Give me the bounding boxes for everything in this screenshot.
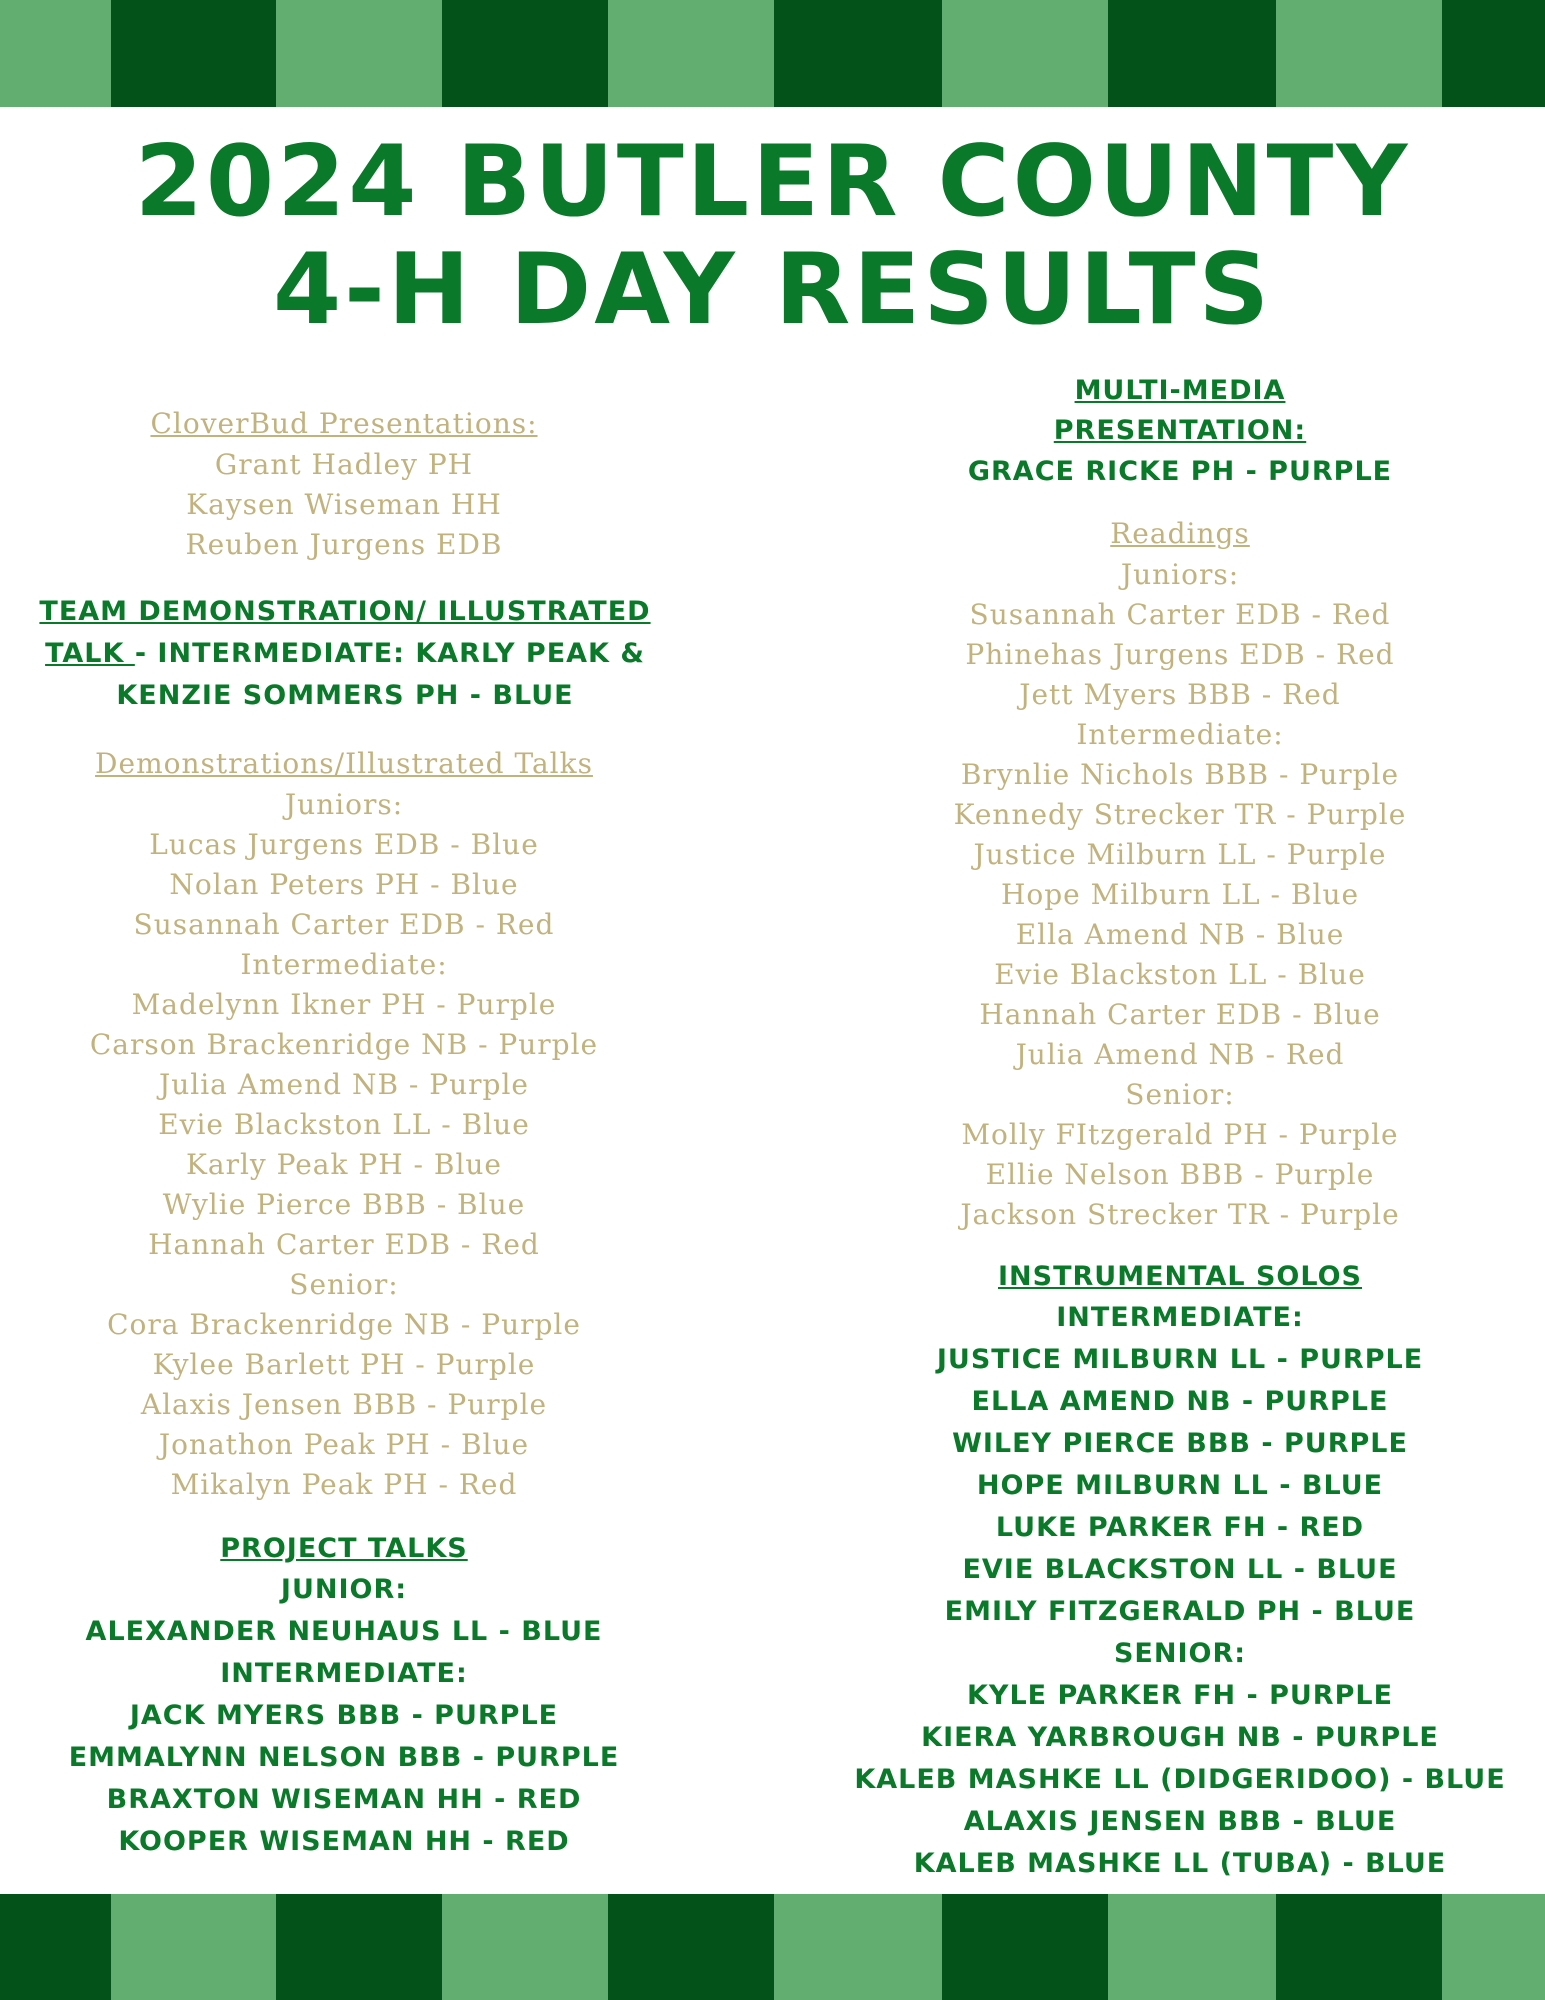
list-item: Karly Peak PH - Blue [185,1148,503,1181]
list-item: EMMALYNN NELSON BBB - PURPLE [68,1742,620,1773]
list-item: Hannah Carter EDB - Blue [979,998,1381,1031]
demonstrations-heading: Demonstrations/Illustrated Talks [95,747,593,780]
list-item: Ella Amend NB - Blue [1015,918,1345,951]
instrumental-heading: INSTRUMENTAL SOLOS [998,1261,1362,1292]
list-item: Intermediate: [1076,718,1284,751]
list-item: Alaxis Jensen BBB - Purple [140,1388,548,1421]
list-item: Molly FItzgerald PH - Purple [961,1118,1399,1151]
list-item: Brynlie Nichols BBB - Purple [960,758,1400,791]
list-item: Jonathon Peak PH - Blue [158,1428,530,1461]
stripe-block [942,1894,1108,2000]
left-column [0,403,688,1863]
readings-section [830,513,1530,1235]
list-item: Jett Myers BBB - Red [1019,678,1341,711]
readings-list [830,555,1530,1235]
stripe-block [0,1894,111,2000]
list-item: Lucas Jurgens EDB - Blue [149,828,539,861]
team-demo-heading-2: TALK [45,638,135,669]
list-item: ELLA AMEND NB - PURPLE [971,1386,1389,1417]
list-item: Hope Milburn LL - Blue [1000,878,1360,911]
page-title [0,125,1545,347]
readings-heading: Readings [1110,517,1250,550]
list-item: EVIE BLACKSTON LL - BLUE [962,1554,1398,1585]
list-item: JUSTICE MILBURN LL - PURPLE [936,1344,1424,1375]
stripe-block [1276,1894,1443,2000]
team-demo-section [0,591,688,717]
list-item: Wylie Pierce BBB - Blue [162,1188,526,1221]
cloverbud-list [0,445,688,565]
list-item: Carson Brackenridge NB - Purple [89,1028,599,1061]
list-item: Ellie Nelson BBB - Purple [985,1158,1375,1191]
list-item: Cora Brackenridge NB - Purple [107,1308,581,1341]
stripe-block [1108,0,1276,107]
bottom-stripe-banner [0,1894,1545,2000]
list-item: Jackson Strecker TR - Purple [960,1198,1400,1231]
list-item: JACK MYERS BBB - PURPLE [129,1700,559,1731]
stripe-block [774,0,942,107]
stripe-block [442,0,608,107]
stripe-block [608,1894,774,2000]
stripe-block [276,0,442,107]
stripe-block [1108,1894,1276,2000]
project-talks-heading: PROJECT TALKS [220,1533,468,1564]
list-item: Nolan Peters PH - Blue [169,868,519,901]
multimedia-section [830,371,1530,493]
stripe-block [111,0,277,107]
list-item: KALEB MASHKE LL (TUBA) - BLUE [913,1848,1447,1879]
list-item: Evie Blackston LL - Blue [158,1108,530,1141]
list-item: INTERMEDIATE: [1056,1302,1304,1333]
title-line-2: 4-H DAY RESULTS [272,233,1273,347]
cloverbud-heading: CloverBud Presentations: [150,407,538,440]
stripe-block [276,1894,442,2000]
stripe-block [111,1894,277,2000]
list-item: EMILY FITZGERALD PH - BLUE [944,1596,1416,1627]
list-item: WILEY PIERCE BBB - PURPLE [952,1428,1408,1459]
list-item: Juniors: [1120,558,1240,591]
stripe-block [942,0,1108,107]
list-item: Grant Hadley PH [214,448,474,481]
list-item: INTERMEDIATE: [220,1658,468,1689]
top-stripe-banner [0,0,1545,107]
project-talks-list [0,1569,688,1863]
demonstrations-section [0,743,688,1505]
list-item: Mikalyn Peak PH - Red [170,1468,518,1501]
list-item: Susannah Carter EDB - Red [133,908,555,941]
list-item: HOPE MILBURN LL - BLUE [976,1470,1384,1501]
list-item: Evie Blackston LL - Blue [994,958,1366,991]
list-item: SENIOR: [1113,1638,1247,1669]
stripe-block [1276,0,1443,107]
team-demo-result-2: KENZIE SOMMERS PH - BLUE [116,680,574,711]
list-item: BRAXTON WISEMAN HH - RED [106,1784,582,1815]
list-item: Hannah Carter EDB - Red [148,1228,540,1261]
list-item: Kaysen Wiseman HH [186,488,502,521]
project-talks-section [0,1529,688,1863]
multimedia-heading-1: MULTI-MEDIA [1074,375,1286,406]
list-item: KOOPER WISEMAN HH - RED [118,1826,570,1857]
list-item: Justice Milburn LL - Purple [973,838,1387,871]
demonstrations-list [0,785,688,1505]
list-item: ALAXIS JENSEN BBB - BLUE [963,1806,1397,1837]
list-item: Senior: [289,1268,399,1301]
list-item: KYLE PARKER FH - PURPLE [966,1680,1394,1711]
list-item: Susannah Carter EDB - Red [969,598,1391,631]
team-demo-text [0,591,690,717]
stripe-block [442,1894,608,2000]
list-item: KIERA YARBROUGH NB - PURPLE [921,1722,1439,1753]
stripe-block [1442,0,1545,107]
multimedia-result: GRACE RICKE PH - PURPLE [967,456,1393,487]
title-line-1: 2024 BUTLER COUNTY [134,125,1411,239]
team-demo-heading-1: TEAM DEMONSTRATION/ ILLUSTRATED [39,596,651,627]
list-item: Reuben Jurgens EDB [185,528,503,561]
list-item: Juniors: [284,788,404,821]
multimedia-heading-2: PRESENTATION: [1053,415,1307,446]
list-item: Kennedy Strecker TR - Purple [953,798,1407,831]
stripe-block [1442,1894,1545,2000]
instrumental-list [830,1297,1530,1885]
stripe-block [0,0,111,107]
stripe-block [774,1894,942,2000]
list-item: Madelynn Ikner PH - Purple [131,988,557,1021]
list-item: Intermediate: [240,948,448,981]
list-item: KALEB MASHKE LL (DIDGERIDOO) - BLUE [854,1764,1506,1795]
right-column [830,371,1530,1885]
stripe-block [608,0,774,107]
list-item: Phinehas Jurgens EDB - Red [965,638,1395,671]
cloverbud-section [0,403,688,565]
instrumental-section [830,1257,1530,1885]
list-item: Kylee Barlett PH - Purple [152,1348,536,1381]
list-item: LUKE PARKER FH - RED [995,1512,1365,1543]
list-item: Julia Amend NB - Purple [158,1068,529,1101]
list-item: ALEXANDER NEUHAUS LL - BLUE [85,1616,603,1647]
list-item: JUNIOR: [280,1574,408,1605]
team-demo-result-1: - INTERMEDIATE: KARLY PEAK & [134,638,645,669]
list-item: Senior: [1125,1078,1235,1111]
list-item: Julia Amend NB - Red [1015,1038,1345,1071]
